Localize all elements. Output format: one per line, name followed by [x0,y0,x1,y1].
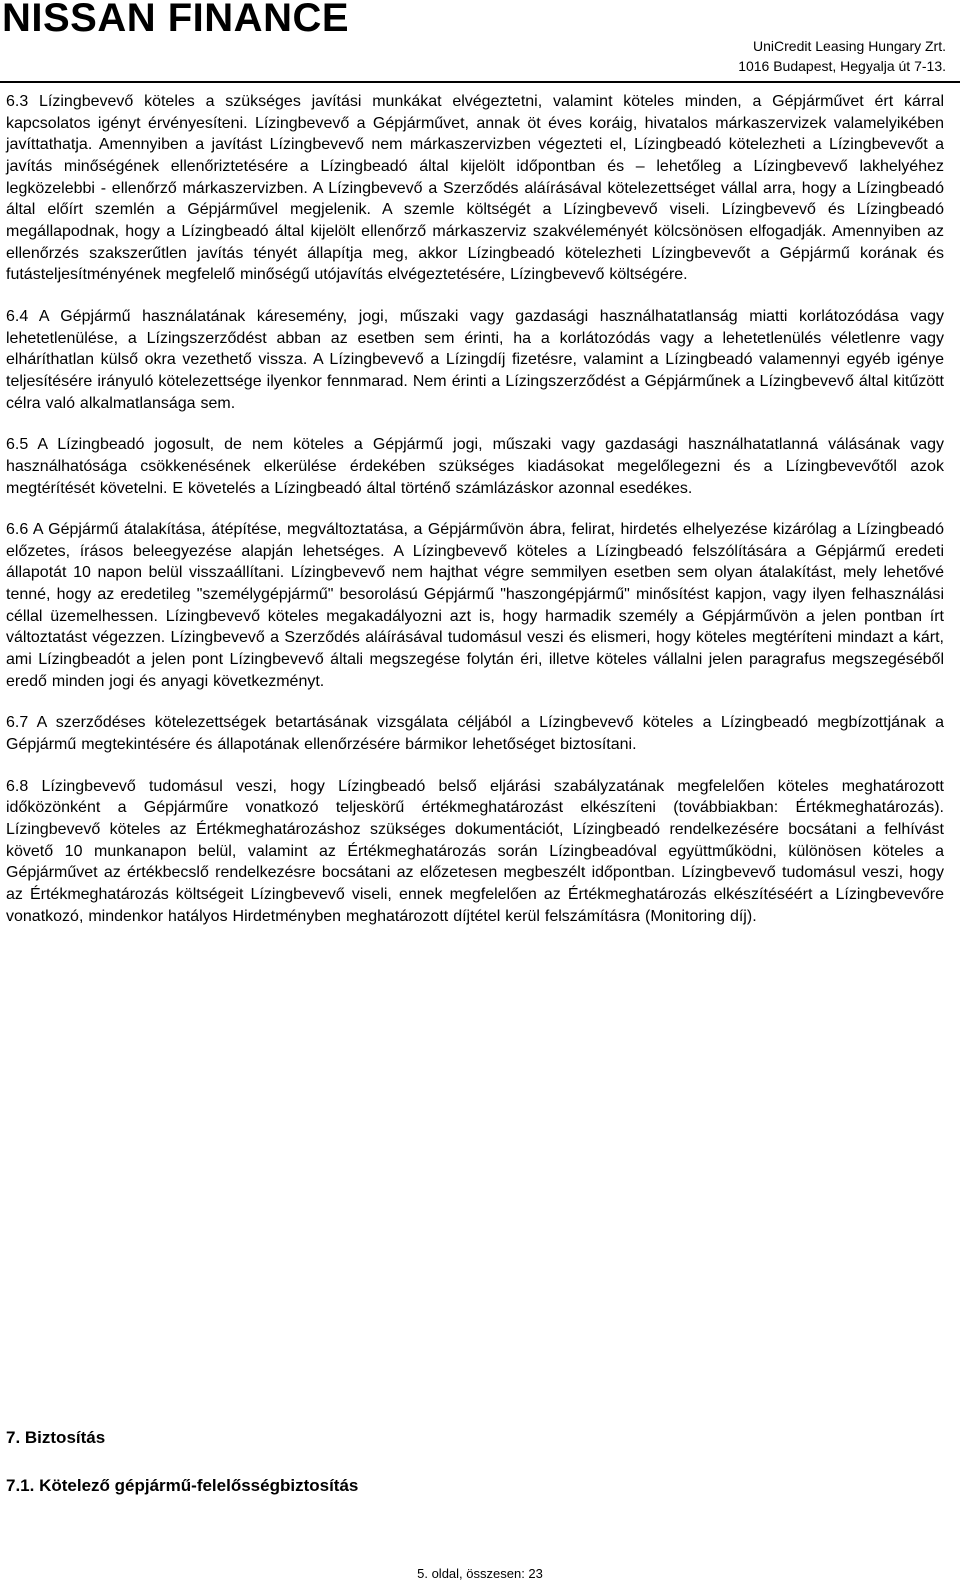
document-body [6,91,944,947]
paragraph-6-8: 6.8 Lízingbevevő tudomásul veszi, hogy Lízingbeadó belső eljárási szabályzatának megfelelően köteles meghatározott időközönként a Gépjárműre vonatkozó teljeskörű értékmeghatározást elkészíteni (továbbiakban: Értékmeghatározás). Lízingbevevő köteles az Értékmeghatározáshoz szükséges dokumentációt, Lízingbeadó rendelkezésére bocsátani a felhívást követő 10 munkanapon belül, valamint az Értékmeghatározás során Lízingbeadóval együttműködni, különösen köteles a Gépjárművet az értékbecslő rendelkezésre bocsátani az előzetesen megbeszélt időpontban. Lízingbevevő tudomásul veszi, hogy az Értékmeghatározás költségeit Lízingbevevő viseli, ennek megfelelően az Értékmeghatározás elkészítéséért a Lízingbevevőre vonatkozó, mindenkor hatályos Hirdetményben meghatározott díjtétel kerül felszámításra (Monitoring díj). [6,777,944,925]
page-number-footer: 5. oldal, összesen: 23 [417,1566,543,1581]
paragraph-6-4: 6.4 A Gépjármű használatának káresemény, jogi, műszaki vagy gazdasági használhatatlanság miatti korlátozódása vagy lehetetlenülése, a Lízingszerződést abban az esetben sem érinti, ha a korlátozódás vagy a lehetetlenülés véletlenre vagy elháríthatlan külső okra vezethető vissza. A Lízingbevevő a Lízingdíj fizetésre, valamint a Lízingbeadó valamennyi egyéb igénye teljesítésére irányuló kötelezettsége ilyenkor fennmarad. Nem érinti a Lízingszerződést a Gépjárműnek a Lízingbevevő által kitűzött célra való alkalmatlansága sem. [6,307,944,412]
paragraph-6-5: 6.5 A Lízingbeadó jogosult, de nem köteles a Gépjármű jogi, műszaki vagy gazdasági használhatatlanná válásának vagy használhatósága csökkenésének elkerülése érdekében szükséges kiadásokat megelőlegezni és a Lízingbevevőtől azok megtérítését követelni. E követelés a Lízingbeadó által történő számlázáskor azonnal esedékes. [6,436,944,497]
paragraph-6-6: 6.6 A Gépjármű átalakítása, átépítése, megváltoztatása, a Gépjárművön ábra, felirat, hirdetés elhelyezése kizárólag a Lízingbeadó előzetes, írásos beleegyezése alapján lehetséges. A Lízingbevevő köteles a Lízingbeadó felszólítására a Gépjármű eredeti állapotát 10 napon belül visszaállítani. Lízingbevevő nem hajthat végre semmilyen esetben sem olyan átalakítást, mely lehetővé tenné, hogy az eredetileg "személygépjármű" besorolású Gépjármű "haszongépjármű" minősítést kapjon, vagy ilyen felhasználási céllal üzemelhessen. Lízingbevevő köteles megakadályozni azt is, hogy harmadik személy a Gépjárművön a jelen pontban írt változtatást végezzen. Lízingbevevő a Szerződés aláírásával tudomásul veszi és elismeri, hogy köteles megtéríteni mindazt a kárt, ami Lízingbeadót a jelen pont Lízingbevevő általi megszegése folytán éri, illetve köteles vállalni jelen paragrafus megszegéséből eredő minden jogi és anyagi következményt. [6,521,944,690]
company-street-address: 1016 Budapest, Hegyalja út 7-13. [738,58,946,74]
section-heading-biztositas: 7. Biztosítás [6,1428,106,1447]
header-divider [0,81,960,83]
page-header [0,0,960,80]
paragraph-6-3: 6.3 Lízingbevevő köteles a szükséges javítási munkákat elvégeztetni, valamint köteles minden, a Gépjárművet ért kárral kapcsolatos igényt érvényesíteni. Lízingbevevő a Gépjárművet, annak öt éves koráig, hivatalos márkaszervizek valamelyikében javíttathatja. Amennyiben a javítást Lízingbevevő nem márkaszervizben végezteti el, Lízingbeadó kötelezheti a Lízingbevevőt a javítás minőségének ellenőriztetésére a Lízingbeadó által kijelölt időpontban és – lehetőleg a Lízingbevevő lakhelyéhez legközelebbi - ellenőrző márkaszervizben. A Lízingbevevő a Szerződés aláírásával kötelezettséget vállal arra, hogy a Lízingbeadó által előírt szemlén a Gépjárművel megjelenik. A szemle költségét a Lízingbevevő viseli. Lízingbevevő és Lízingbeadó megállapodnak, hogy a Lízingbeadó által kijelölt ellenőrző márkaszerviz szakvéleményét kölcsönösen elfogadják. Amennyiben az ellenőrzés szakszerűtlen javítás tényét állapítja meg, akkor Lízingbeadó kötelezheti Lízingbevevőt a Gépjármű korának és futásteljesítményének megfelelő minőségű utójavítás elvégeztetésére, Lízingbevevő költségére. [6,93,944,284]
company-name: UniCredit Leasing Hungary Zrt. [753,38,946,54]
nissan-finance-logo: NISSAN FINANCE [2,0,350,40]
subsection-heading-kotelezo-biztositas: 7.1. Kötelező gépjármű-felelősségbiztosítás [6,1476,359,1495]
company-address [738,36,946,76]
paragraph-6-7: 6.7 A szerződéses kötelezettségek betartásának vizsgálata céljából a Lízingbevevő köteles a Lízingbeadó megbízottjának a Gépjármű megtekintésére és állapotának ellenőrzésére bármikor lehetőséget biztosítani. [6,714,944,754]
